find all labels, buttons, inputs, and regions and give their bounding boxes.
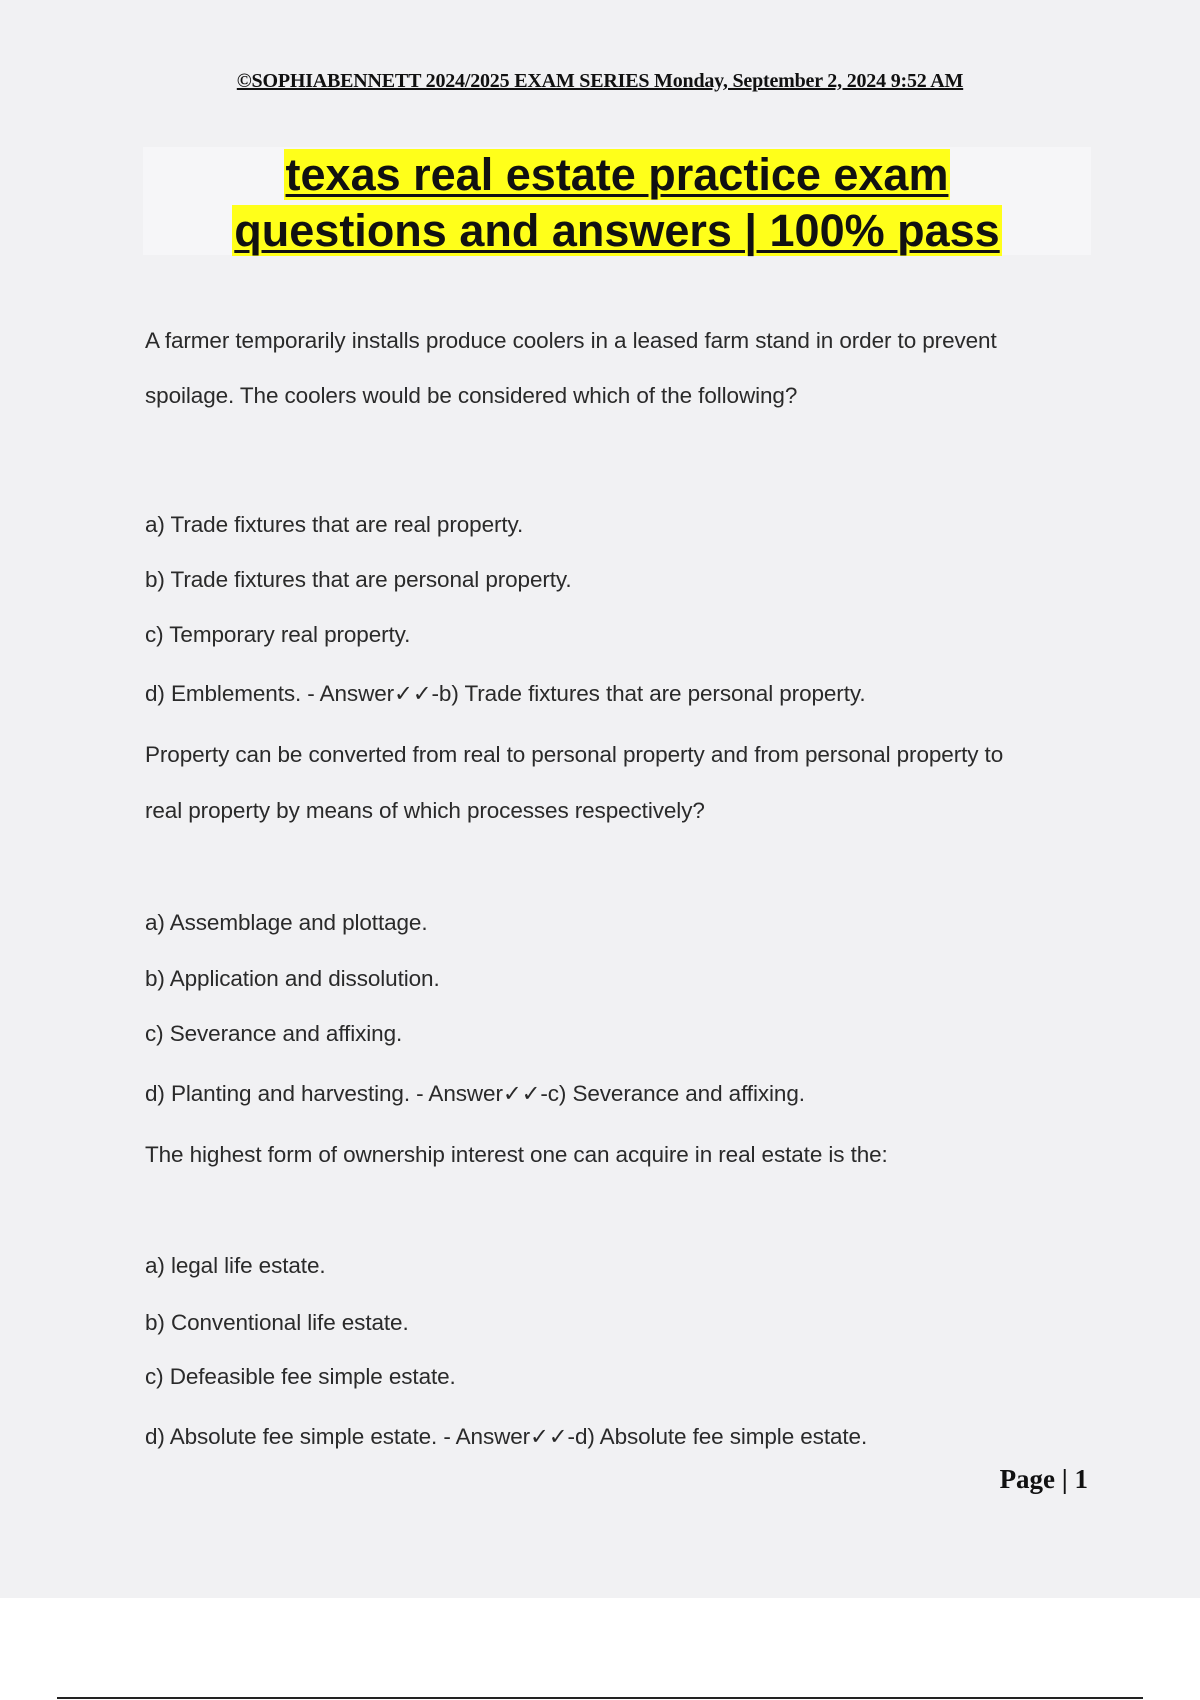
document-title [143, 147, 1091, 255]
question-1-option-c: c) Temporary real property. [145, 622, 411, 647]
question-3-option-d-answer: d) Absolute fee simple estate. - Answer✓✓-d) Absolute fee simple estate. [145, 1424, 868, 1449]
question-2-option-c: c) Severance and affixing. [145, 1021, 403, 1046]
question-1-prompt-line-2: spoilage. The coolers would be considered which of the following? [145, 383, 798, 408]
document-header: ©SOPHIABENNETT 2024/2025 EXAM SERIES Monday, September 2, 2024 9:52 AM [236, 70, 964, 92]
title-line-1: texas real estate practice exam [285, 149, 949, 200]
question-2-prompt-line-1: Property can be converted from real to personal property and from personal property to [145, 742, 1004, 767]
question-3-prompt-line-1: The highest form of ownership interest one can acquire in real estate is the: [145, 1142, 888, 1167]
title-line-2: questions and answers | 100% pass [234, 205, 1000, 256]
question-3-option-b: b) Conventional life estate. [145, 1310, 409, 1335]
question-2-option-b: b) Application and dissolution. [145, 966, 440, 991]
question-2-option-d-answer: d) Planting and harvesting. - Answer✓✓-c) Severance and affixing. [145, 1081, 805, 1106]
question-3-option-a: a) legal life estate. [145, 1253, 326, 1278]
question-1-prompt-line-1: A farmer temporarily installs produce coolers in a leased farm stand in order to prevent [145, 328, 997, 353]
question-2-prompt-line-2: real property by means of which processes respectively? [145, 798, 705, 823]
next-page-rule [57, 1697, 1143, 1699]
question-2-option-a: a) Assemblage and plottage. [145, 910, 428, 935]
question-1-option-d-answer: d) Emblements. - Answer✓✓-b) Trade fixtures that are personal property. [145, 681, 866, 706]
page-number: Page | 1 [999, 1464, 1088, 1494]
question-3-option-c: c) Defeasible fee simple estate. [145, 1364, 456, 1389]
question-1-option-a: a) Trade fixtures that are real property. [145, 512, 524, 537]
question-1-option-b: b) Trade fixtures that are personal property. [145, 567, 572, 592]
